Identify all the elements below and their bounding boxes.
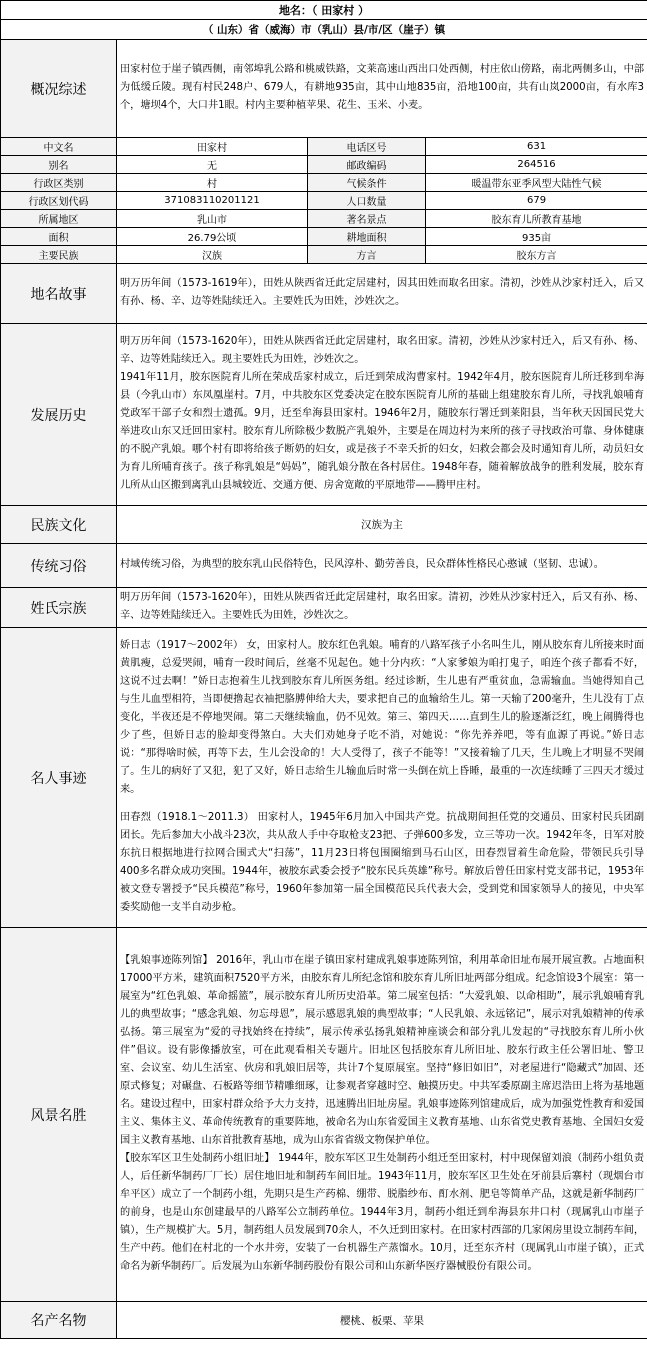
overview-row	[1, 40, 647, 138]
info-value: 暖温带东亚季风型大陆性气候	[426, 174, 647, 192]
info-key: 气候条件	[308, 174, 426, 192]
info-value: 汉族	[117, 246, 308, 264]
products-label: 名产名物	[1, 1302, 117, 1339]
info-key: 耕地面积	[308, 228, 426, 246]
place-story-row	[1, 264, 647, 324]
people-paragraph: 田春烈（1918.1～2011.3） 田家村人，1945年6月加入中国共产党。抗战期间担任党的交通员、田家村民兵团副团长。先后参加大小战斗23次，共从敌人手中夺取枪支23把、子弹600多发，立三等功一次。1942年冬，日军对胶东抗日根据地进行拉网合围式大“扫荡”，11月23日将包围圈缩到马石山区，田春烈冒着生命危险，带领民兵引导400多名群众成功突围。1944年，被胶东武委会授予“胶东民兵英雄”称号。解放后曾任田家村党支部书记，1953年被文登专署授予“民兵模范”称号，1960年参加第一届全国模范民兵代表大会，受到党和国家领导人的接见，中央军委奖励他一支半自动步枪。	[120, 812, 645, 913]
info-value: 胶东方言	[426, 246, 647, 264]
scenery-text	[117, 928, 647, 1302]
info-value: 村	[117, 174, 308, 192]
info-value: 无	[117, 156, 308, 174]
history-label: 发展历史	[1, 324, 117, 506]
info-row	[1, 192, 647, 210]
scenery-row	[1, 928, 647, 1302]
people-label: 名人事迹	[1, 628, 117, 928]
history-text	[117, 324, 647, 506]
products-text: 樱桃、板栗、苹果	[117, 1302, 647, 1339]
overview-label: 概况综述	[1, 40, 117, 138]
info-value: 371083110201121	[117, 192, 308, 210]
location-line: （ 山东）省（威海）市（乳山）县/市/区（崖子）镇	[1, 20, 647, 40]
info-row	[1, 138, 647, 156]
info-key: 中文名	[1, 138, 117, 156]
info-key: 别名	[1, 156, 117, 174]
info-value: 935亩	[426, 228, 647, 246]
history-paragraph: 1941年11月，胶东医院育儿所在荣成岳家村成立，后迁到荣成沟曹家村。1942年4月，胶东医院育儿所迁移到牟海县（今乳山市）东凤凰崖村。7月，中共胶东区党委决定在胶东医院育儿所的基础上组建胶东育儿所，寻找乳娘哺育党政军干部子女和烈士遗孤。9月，迁至牟海县田家村。1946年2月，随胶东行署迁到莱阳县，当年秋天因国民党大举进攻山东又迁回田家村。胶东育儿所除极少数脱产乳娘外，主要是在周边村为来所的孩子寻找政治可靠、身体健康的不脱产乳娘。哪个村有即将给孩子断奶的妇女，或是孩子不幸夭折的妇女，妇救会都会及时通知育儿所，动员妇女为育儿所哺育孩子。孩子称乳娘是“妈妈”，随乳娘分散在各村居住。1948年春，随着解放战争的胜利发展，胶东育儿所从山区搬到离乳山县城较近、交通方便、房舍宽敞的平原地带——腾甲庄村。	[120, 372, 645, 491]
info-row	[1, 174, 647, 192]
info-key: 面积	[1, 228, 117, 246]
products-row	[1, 1302, 647, 1339]
info-value: 乳山市	[117, 210, 308, 228]
info-value: 田家村	[117, 138, 308, 156]
info-value: 26.79公顷	[117, 228, 308, 246]
place-story-label: 地名故事	[1, 264, 117, 324]
info-row	[1, 228, 647, 246]
title-row	[1, 1, 647, 20]
clans-row	[1, 588, 647, 628]
info-row	[1, 210, 647, 228]
info-key: 主要民族	[1, 246, 117, 264]
info-key: 所属地区	[1, 210, 117, 228]
scenery-paragraph: 【胶东军区卫生处制药小组旧址】 1944年，胶东军区卫生处制药小组迁至田家村，村中现保留刘浪（制药小组负责人，后任新华制药厂厂长）居住地旧址和制药车间旧址。1943年11月，胶东军区卫生处在牙前县后寨村（现烟台市牟平区）成立了一个制药小组，先期只是生产药棉、绷带、脱脂纱布、酊水剂、肥皂等简单产品，这就是新华制药厂的前身，也是山东创建最早的八路军公立制药单位。1944年3月，制药小组迁到牟海县东井口村（现属乳山市崖子镇），生产规模扩大。5月，制药组人员发展到70余人，不久迁到田家村。在田家村西部的几家闲房里设立制药车间，生产中药。他们在村北的一个水井旁，安装了一台机器生产蒸馏水。10月，迁至东齐村（现属乳山市崖子镇），正式命名为新华制药厂。后发展为山东新华制药股份有限公司和山东新华医疗器械股份有限公司。	[120, 1153, 645, 1272]
scenery-label: 风景名胜	[1, 928, 117, 1302]
info-key: 方言	[308, 246, 426, 264]
people-paragraph: 娇日志（1917～2002年） 女，田家村人。胶东红色乳娘。哺育的八路军孩子小名叫生儿，刚从胶东育儿所接来时面黄肌瘦，总爱哭闹，哺育一段时间后，丝毫不见起色。她十分内疚：“人家爹娘为咱打鬼子，咱连个孩子都看不好，这说不过去啊！”娇日志抱着生儿找到胶东育儿所医务组。经过诊断，生儿患有严重贫血，急需输血。当她得知自己与生儿血型相符，当即便撸起衣袖把胳膊伸给大夫，要求把自己的血输给生儿。第一天输了200毫升，生儿没有丁点变化，半夜还是不停地哭闹。第二天继续输血，仍不见效。第三、第四天……直到生儿的脸逐渐泛红，晚上闹腾得也少了些，但娇日志的脸却变得煞白。大夫们劝她身子吃不消，对她说：“你先养养吧，等有血源了再说。”娇日志说：“那得啥时候，再等下去，生儿会没命的！大人受得了，孩子不能等！”又接着输了几天，生儿晚上才明显不哭闹了。生儿的病好了又犯，犯了又好，娇日志给生儿输血后时常一头倒在炕上昏睡，最重的一次连续睡了三四天才缓过来。	[120, 640, 645, 795]
info-key: 人口数量	[308, 192, 426, 210]
info-key: 著名景点	[308, 210, 426, 228]
ethnic-text: 汉族为主	[117, 506, 647, 544]
history-row	[1, 324, 647, 506]
scenery-paragraph: 【乳娘事迹陈列馆】 2016年，乳山市在崖子镇田家村建成乳娘事迹陈列馆，利用革命旧址布展开展宣教。占地面积17000平方米，建筑面积7520平方米，由胶东育儿所纪念馆和胶东育儿所旧址两部分组成。纪念馆设3个展室：第一展室为“红色乳娘、革命摇篮”，展示胶东育儿所历史沿革。第二展室包括：“大爱乳娘、以命相助”，展示乳娘哺育乳儿的典型故事；“感念乳娘、勿忘母恩”，展示感恩乳娘的典型故事；“人民乳娘、永远铭记”，展示对乳娘精神的传承弘扬。第三展室为“爱的寻找始终在持续”，展示传承弘扬乳娘精神座谈会和部分乳儿发起的“寻找胶东育儿所小伙伴”倡议。设有影像播放室，可在此观看相关专题片。旧址区包括胶东育儿所旧址、胶东行政主任公署旧址、警卫室、会议室、幼儿生活室、伙房和乳娘旧居等，共计7个复原展室。坚持“修旧如旧”，对老屋进行“隐藏式”加固、还原式修复；对碾盘、石板路等细节精雕细琢，让参观者穿越时空、触摸历史。中共军委原副主席迟浩田上将为基地题名。建设过程中，田家村群众给予大力支持，迅速腾出旧址房屋。乳娘事迹陈列馆建成后，成为加强党性教育和爱国主义、集体主义、革命传统教育的重要阵地，被命名为山东省爱国主义教育基地、山东省党史教育基地、全国妇女爱国主义教育基地、山东首批教育基地，成为山东省省级文物保护单位。	[120, 955, 645, 1146]
info-key: 邮政编码	[308, 156, 426, 174]
info-row	[1, 156, 647, 174]
paragraph-gap	[120, 799, 644, 809]
customs-row	[1, 544, 647, 588]
customs-text: 村域传统习俗，为典型的胶东乳山民俗特色，民风淳朴、勤劳善良，民众群体性格民心憨诚（坚韧、忠诚）。	[117, 544, 647, 588]
info-key: 电话区号	[308, 138, 426, 156]
place-story-text: 明万历年间（1573-1619年），田姓从陕西省迁此定居建村，因其田姓而取名田家。清初，沙姓从沙家村迁入，后又有孙、杨、辛、边等姓陆续迁入。主要姓氏为田姓，沙姓次之。	[117, 264, 647, 324]
overview-text: 田家村位于崖子镇西侧，南邻埠乳公路和桃威铁路，文莱高速山西出口处西侧，村庄依山傍路，南北两侧多山，中部为低缓丘陵。现有村民248户、679人，有耕地935亩，其中山地835亩，沿地100亩，共有山岚2000亩，有水库3个，塘坝4个，大口井1眼。村内主要种植苹果、花生、玉米、小麦。	[117, 40, 647, 138]
location-row	[1, 20, 647, 40]
clans-text: 明万历年间（1573-1620年），田姓从陕西省迁此定居建村，取名田家。清初，沙姓从沙家村迁入，后又有孙、杨、辛、边等姓陆续迁入。主要姓氏为田姓，沙姓次之。	[117, 588, 647, 628]
info-value: 679	[426, 192, 647, 210]
people-text	[117, 628, 647, 928]
info-key: 行政区划代码	[1, 192, 117, 210]
clans-label: 姓氏宗族	[1, 588, 117, 628]
info-value: 264516	[426, 156, 647, 174]
history-paragraph: 明万历年间（1573-1620年），田姓从陕西省迁此定居建村，取名田家。清初，沙姓从沙家村迁入，后又有孙、杨、辛、边等姓陆续迁入。现主要姓氏为田姓，沙姓次之。	[120, 336, 645, 365]
page-title: 地名：（ 田家村 ）	[1, 1, 647, 20]
info-key: 行政区类别	[1, 174, 117, 192]
ethnic-label: 民族文化	[1, 506, 117, 544]
info-value: 631	[426, 138, 647, 156]
customs-label: 传统习俗	[1, 544, 117, 588]
info-row	[1, 246, 647, 264]
ethnic-row	[1, 506, 647, 544]
people-row	[1, 628, 647, 928]
info-value: 胶东育儿所教育基地	[426, 210, 647, 228]
